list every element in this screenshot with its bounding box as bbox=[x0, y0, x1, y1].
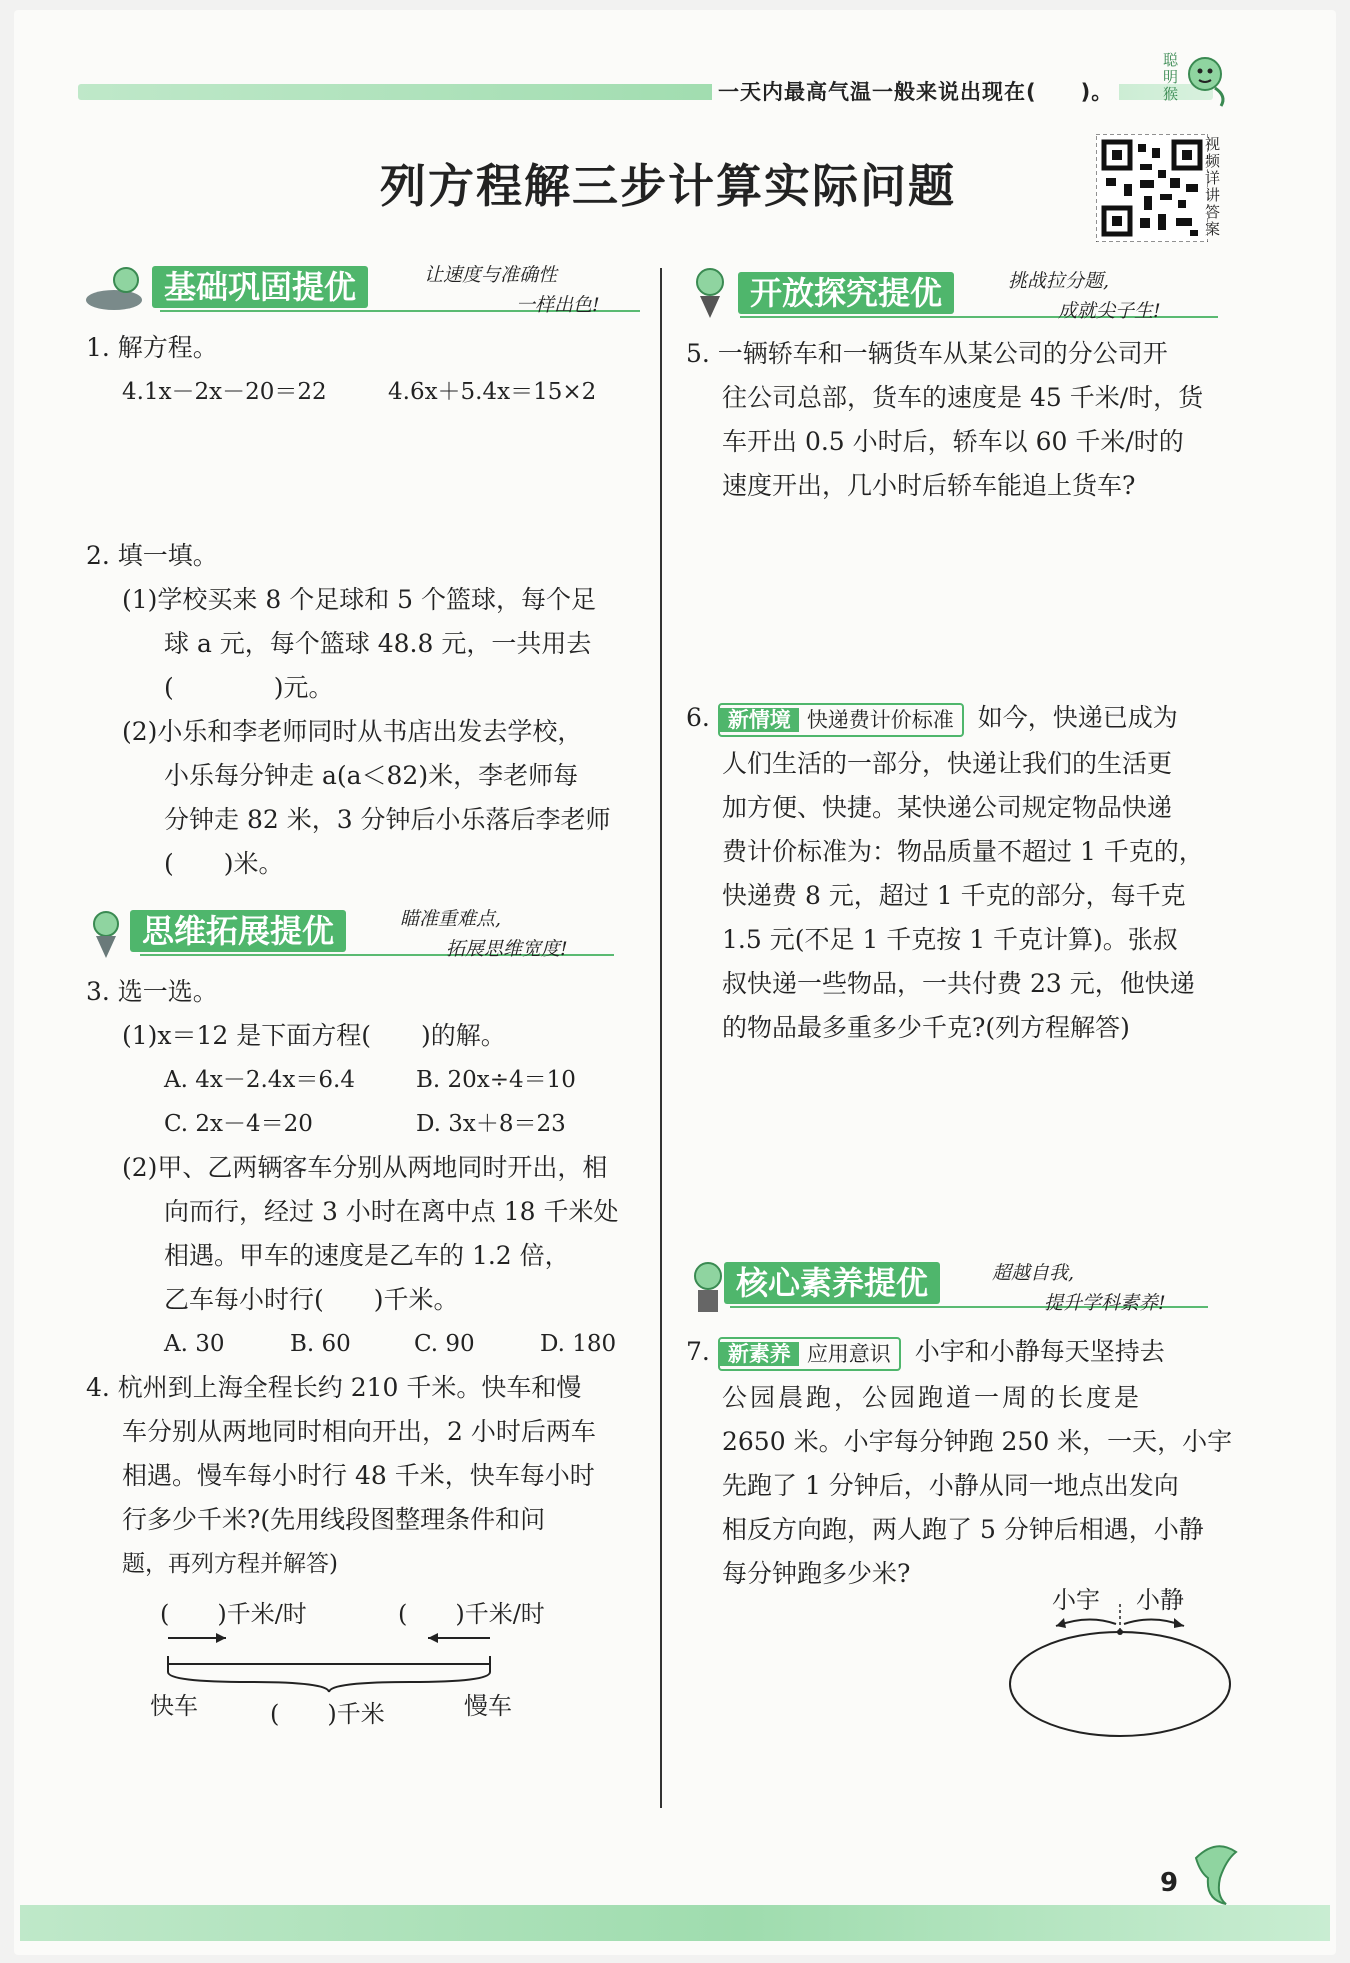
q3-part2-line: 向而行，经过 3 小时在离中点 18 千米处 bbox=[164, 1197, 619, 1226]
question-6-line: 加方便、快捷。某快递公司规定物品快递 bbox=[722, 793, 1173, 822]
page-number: 9 bbox=[1160, 1868, 1179, 1898]
q3-part2-line: 乙车每小时行( )千米。 bbox=[164, 1285, 459, 1314]
q3-option: D. 3x＋8＝23 bbox=[416, 1111, 566, 1137]
section-slogan: 拓展思维宽度! bbox=[446, 938, 568, 960]
section-slogan: 成就尖子生! bbox=[1058, 300, 1161, 322]
section-title-core: 核心素养提优 bbox=[724, 1262, 940, 1304]
q3-option: D. 180 bbox=[540, 1331, 617, 1357]
question-7-line: 先跑了 1 分钟后，小静从同一地点出发向 bbox=[722, 1471, 1179, 1500]
q7-number: 7. bbox=[686, 1337, 710, 1366]
header-tip: 一天内最高气温一般来说出现在( )。 bbox=[712, 76, 1119, 106]
q1-equation-2: 4.6x＋5.4x＝15×2 bbox=[388, 379, 597, 405]
runner-b-label: 小静 bbox=[1136, 1586, 1184, 1614]
q3-option: C. 90 bbox=[414, 1331, 475, 1357]
qr-code-icon[interactable] bbox=[1096, 134, 1208, 242]
question-7-line: 公园晨跑，公园跑道一周的长度是 bbox=[722, 1383, 1143, 1412]
section-slogan: 挑战拉分题, bbox=[1008, 270, 1110, 292]
question-4-line: 题，再列方程并解答) bbox=[122, 1551, 338, 1577]
question-4-line: 行多少千米?(先用线段图整理条件和问 bbox=[122, 1505, 546, 1534]
question-6-line: 费计价标准为：物品质量不超过 1 千克的， bbox=[722, 837, 1204, 866]
q3-option: A. 4x－2.4x＝6.4 bbox=[164, 1067, 355, 1093]
question-3-stem: 3. 选一选。 bbox=[86, 977, 218, 1006]
question-5-line: 往公司总部，货车的速度是 45 千米/时，货 bbox=[722, 383, 1204, 412]
question-7-line: 每分钟跑多少米? bbox=[722, 1559, 911, 1588]
fast-car-label: 快车 bbox=[150, 1692, 198, 1720]
q6-badge-tag: 新情境 bbox=[720, 708, 799, 732]
question-6-line: 的物品最多重多少千克?(列方程解答) bbox=[722, 1013, 1130, 1042]
segment-diagram bbox=[160, 1626, 500, 1700]
question-7-line: 相反方向跑，两人跑了 5 分钟后相遇，小静 bbox=[722, 1515, 1204, 1544]
question-5-line: 5. 一辆轿车和一辆货车从某公司的分公司开 bbox=[686, 339, 1168, 368]
slow-car-label: 慢车 bbox=[464, 1692, 512, 1720]
q2-part2-line: 分钟走 82 米，3 分钟后小乐落后李老师 bbox=[164, 805, 611, 834]
q3-part1: (1)x＝12 是下面方程( )的解。 bbox=[122, 1021, 506, 1050]
question-5-line: 车开出 0.5 小时后，轿车以 60 千米/时的 bbox=[722, 427, 1184, 456]
track-diagram bbox=[1004, 1604, 1236, 1744]
question-6-line: 1.5 元(不足 1 千克按 1 千克计算)。张叔 bbox=[722, 925, 1178, 954]
mascot-icon bbox=[84, 908, 130, 964]
fast-speed-label: ( )千米/时 bbox=[160, 1600, 307, 1628]
q7-badge-topic: 应用意识 bbox=[806, 1341, 891, 1366]
q7-badge bbox=[718, 1337, 901, 1371]
question-1-stem: 1. 解方程。 bbox=[86, 333, 218, 362]
q3-option: C. 2x－4＝20 bbox=[164, 1111, 313, 1137]
mascot-label: 聪明猴 bbox=[1163, 51, 1179, 103]
mascot-icon bbox=[686, 264, 736, 324]
q7-badge-tag: 新素养 bbox=[720, 1342, 799, 1366]
section-slogan: 超越自我, bbox=[992, 1262, 1075, 1284]
question-4-line: 相遇。慢车每小时行 48 千米，快车每小时 bbox=[122, 1461, 595, 1490]
slow-speed-label: ( )千米/时 bbox=[398, 1600, 545, 1628]
question-4-line: 4. 杭州到上海全程长约 210 千米。快车和慢 bbox=[86, 1373, 582, 1402]
footer-band bbox=[20, 1905, 1330, 1941]
section-slogan: 瞄准重难点, bbox=[400, 908, 502, 930]
q6-text: 如今，快递已成为 bbox=[977, 703, 1178, 732]
column-divider bbox=[660, 268, 662, 1808]
section-slogan: 让速度与准确性 bbox=[424, 264, 558, 286]
question-6-first-line bbox=[686, 696, 1178, 740]
question-7-first-line bbox=[686, 1330, 1165, 1374]
question-4-line: 车分别从两地同时相向开出，2 小时后两车 bbox=[122, 1417, 596, 1446]
runner-a-label: 小宇 bbox=[1052, 1586, 1100, 1614]
q6-number: 6. bbox=[686, 703, 710, 732]
q2-part2-line: 小乐每分钟走 a(a＜82)米，李老师每 bbox=[164, 761, 579, 790]
question-6-line: 快递费 8 元，超过 1 千克的部分，每千克 bbox=[722, 881, 1186, 910]
question-7-line: 2650 米。小宇每分钟跑 250 米，一天，小宇 bbox=[722, 1427, 1233, 1456]
qr-label: 视频详讲答案 bbox=[1205, 135, 1221, 238]
q2-part1-line: 球 a 元，每个篮球 48.8 元，一共用去 bbox=[164, 629, 592, 658]
question-6-line: 叔快递一些物品，一共付费 23 元，他快递 bbox=[722, 969, 1195, 998]
section-slogan: 一样出色! bbox=[516, 294, 600, 316]
q1-equation-1: 4.1x－2x－20＝22 bbox=[122, 379, 327, 405]
q2-part1-line: (1)学校买来 8 个足球和 5 个篮球，每个足 bbox=[122, 585, 597, 614]
q3-option: B. 60 bbox=[290, 1331, 351, 1357]
q6-badge-topic: 快递费计价标准 bbox=[806, 707, 954, 732]
dolphin-icon bbox=[1186, 1838, 1246, 1912]
section-slogan: 提升学科素养! bbox=[1044, 1292, 1166, 1314]
q3-option: B. 20x÷4＝10 bbox=[416, 1067, 576, 1093]
q2-part2-line: (2)小乐和李老师同时从书店出发去学校， bbox=[122, 717, 583, 746]
q3-part2-line: 相遇。甲车的速度是乙车的 1.2 倍， bbox=[164, 1241, 570, 1270]
q2-part1-line: ( )元。 bbox=[164, 673, 334, 702]
section-title-open: 开放探究提优 bbox=[738, 272, 954, 314]
q7-text: 小宇和小静每天坚持去 bbox=[914, 1337, 1165, 1366]
q2-part2-line: ( )米。 bbox=[164, 849, 284, 878]
question-6-line: 人们生活的一部分，快递让我们的生活更 bbox=[722, 749, 1173, 778]
q3-option: A. 30 bbox=[164, 1331, 225, 1357]
total-distance-label: ( )千米 bbox=[270, 1700, 385, 1728]
q3-part2-line: (2)甲、乙两辆客车分别从两地同时开出，相 bbox=[122, 1153, 608, 1182]
section-title-thinking: 思维拓展提优 bbox=[130, 910, 346, 952]
page-title: 列方程解三步计算实际问题 bbox=[380, 159, 956, 213]
section-title-basic: 基础巩固提优 bbox=[152, 266, 368, 308]
question-2-stem: 2. 填一填。 bbox=[86, 541, 218, 570]
q6-badge bbox=[718, 703, 964, 737]
mascot-icon bbox=[84, 264, 154, 318]
question-5-line: 速度开出，几小时后轿车能追上货车? bbox=[722, 471, 1136, 500]
